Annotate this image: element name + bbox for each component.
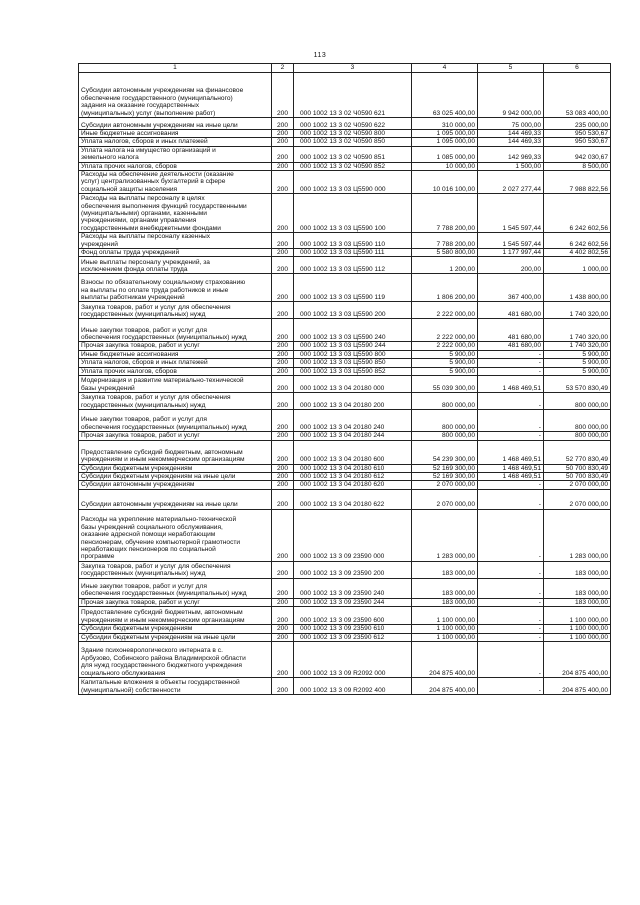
row-line-code: 200 xyxy=(272,130,294,138)
row-executed-amount: - xyxy=(478,489,544,509)
table-row xyxy=(79,625,611,633)
table-row xyxy=(79,171,611,194)
table-row xyxy=(79,578,611,598)
row-line-code: 200 xyxy=(272,393,294,410)
row-name: Предоставление субсидий бюджетным, автономным учреждениям и иным некоммерческим организациям xyxy=(79,607,272,625)
row-executed-amount: 481 680,00 xyxy=(478,319,544,342)
row-budget-code: 000 1002 13 3 03 Ц5590 112 xyxy=(294,257,412,274)
table-row xyxy=(79,376,611,393)
row-line-code: 200 xyxy=(272,274,294,302)
row-approved-amount: 5 900,00 xyxy=(412,350,478,358)
table-row xyxy=(79,118,611,130)
row-name: Иные закупки товаров, работ и услуг для обеспечения государственных (муниципальных) нужд xyxy=(79,410,272,432)
row-remaining-amount: 1 000,00 xyxy=(544,257,611,274)
row-budget-code: 000 1002 13 3 04 20180 612 xyxy=(294,472,412,480)
row-approved-amount: 5 900,00 xyxy=(412,367,478,375)
row-executed-amount: - xyxy=(478,410,544,432)
row-approved-amount: 1 806 200,00 xyxy=(412,274,478,302)
row-line-code: 200 xyxy=(272,578,294,598)
table-row xyxy=(79,489,611,509)
row-line-code: 200 xyxy=(272,598,294,606)
row-approved-amount: 5 580 800,00 xyxy=(412,249,478,257)
row-executed-amount: 1 468 469,51 xyxy=(478,472,544,480)
row-name: Иные бюджетные ассигнования xyxy=(79,350,272,358)
row-executed-amount: 75 000,00 xyxy=(478,118,544,130)
row-remaining-amount: 7 988 822,56 xyxy=(544,171,611,194)
budget-table-container xyxy=(78,63,610,695)
row-approved-amount: 2 070 000,00 xyxy=(412,489,478,509)
table-row xyxy=(79,130,611,138)
row-line-code: 200 xyxy=(272,73,294,118)
row-name: Модернизация и развитие материально-технической базы учреждений xyxy=(79,376,272,393)
row-budget-code: 000 1002 13 3 09 23590 612 xyxy=(294,633,412,641)
table-row xyxy=(79,274,611,302)
row-approved-amount: 52 169 300,00 xyxy=(412,472,478,480)
row-remaining-amount: 8 500,00 xyxy=(544,162,611,170)
row-executed-amount: 1 545 597,44 xyxy=(478,233,544,249)
row-budget-code: 000 1002 13 3 04 20180 622 xyxy=(294,489,412,509)
row-name: Закупка товаров, работ и услуг для обеспечения государственных (муниципальных) нужд xyxy=(79,561,272,578)
row-budget-code: 000 1002 13 3 03 Ц5590 200 xyxy=(294,302,412,319)
table-row xyxy=(79,350,611,358)
row-executed-amount: - xyxy=(478,598,544,606)
row-name: Капитальные вложения в объекты государственной (муниципальной) собственности xyxy=(79,677,272,694)
table-row xyxy=(79,393,611,410)
page-number: 113 xyxy=(313,52,327,59)
row-name: Субсидии автономным учреждениям на финансовое обеспечение государственного (муниципального) задания на оказание государственных (муниципальных) услуг (выполнение работ) xyxy=(79,73,272,118)
row-line-code: 200 xyxy=(272,359,294,367)
row-line-code: 200 xyxy=(272,561,294,578)
row-executed-amount: - xyxy=(478,393,544,410)
row-remaining-amount: 800 000,00 xyxy=(544,432,611,440)
row-remaining-amount: 204 875 400,00 xyxy=(544,641,611,677)
row-budget-code: 000 1002 13 3 03 Ц5590 000 xyxy=(294,171,412,194)
row-name: Расходы на обеспечение деятельности (оказание услуг) централизованных бухгалтерий в сфере социальной защиты населения xyxy=(79,171,272,194)
row-approved-amount: 1 095 000,00 xyxy=(412,138,478,146)
row-approved-amount: 183 000,00 xyxy=(412,561,478,578)
row-line-code: 200 xyxy=(272,489,294,509)
row-name: Здание психоневрологического интерната в с. Арбузово, Собинского района Владимирской области для нужд государственного бюджетного учреждения социального обслуживания xyxy=(79,641,272,677)
budget-table xyxy=(78,63,611,695)
row-remaining-amount: 1 740 320,00 xyxy=(544,302,611,319)
table-row xyxy=(79,138,611,146)
row-approved-amount: 1 085 000,00 xyxy=(412,146,478,162)
column-header-4: 4 xyxy=(412,64,478,73)
row-executed-amount: - xyxy=(478,481,544,489)
row-remaining-amount: 950 530,67 xyxy=(544,130,611,138)
table-row xyxy=(79,641,611,677)
table-row xyxy=(79,162,611,170)
table-row xyxy=(79,146,611,162)
row-budget-code: 000 1002 13 3 03 Ц5590 111 xyxy=(294,249,412,257)
row-line-code: 200 xyxy=(272,162,294,170)
row-approved-amount: 800 000,00 xyxy=(412,393,478,410)
row-remaining-amount: 1 100 000,00 xyxy=(544,633,611,641)
row-line-code: 200 xyxy=(272,641,294,677)
table-row xyxy=(79,359,611,367)
table-row xyxy=(79,194,611,233)
row-approved-amount: 5 900,00 xyxy=(412,359,478,367)
row-budget-code: 000 1002 13 3 09 R2092 000 xyxy=(294,641,412,677)
table-row xyxy=(79,249,611,257)
row-remaining-amount: 6 242 602,56 xyxy=(544,194,611,233)
row-name: Субсидии автономным учреждениям на иные цели xyxy=(79,118,272,130)
row-name: Фонд оплаты труда учреждений xyxy=(79,249,272,257)
table-row xyxy=(79,561,611,578)
row-executed-amount: 481 680,00 xyxy=(478,342,544,350)
row-budget-code: 000 1002 13 3 09 23590 244 xyxy=(294,598,412,606)
row-executed-amount: - xyxy=(478,367,544,375)
row-budget-code: 000 1002 13 3 04 20180 244 xyxy=(294,432,412,440)
row-remaining-amount: 2 070 000,00 xyxy=(544,489,611,509)
row-name: Субсидии бюджетным учреждениям xyxy=(79,625,272,633)
row-line-code: 200 xyxy=(272,410,294,432)
row-line-code: 200 xyxy=(272,319,294,342)
row-approved-amount: 204 875 400,00 xyxy=(412,677,478,694)
row-budget-code: 000 1002 13 3 09 23590 000 xyxy=(294,509,412,561)
row-remaining-amount: 5 900,00 xyxy=(544,350,611,358)
row-line-code: 200 xyxy=(272,194,294,233)
table-row xyxy=(79,633,611,641)
row-budget-code: 000 1002 13 3 03 Ц5590 852 xyxy=(294,367,412,375)
row-approved-amount: 1 100 000,00 xyxy=(412,633,478,641)
row-name: Расходы на выплаты персоналу казенных учреждений xyxy=(79,233,272,249)
row-remaining-amount: 1 438 800,00 xyxy=(544,274,611,302)
table-row xyxy=(79,319,611,342)
row-executed-amount: 1 468 469,51 xyxy=(478,376,544,393)
row-remaining-amount: 53 570 830,49 xyxy=(544,376,611,393)
row-executed-amount: 481 680,00 xyxy=(478,302,544,319)
row-approved-amount: 204 875 400,00 xyxy=(412,641,478,677)
row-name: Иные бюджетные ассигнования xyxy=(79,130,272,138)
table-body xyxy=(79,73,611,695)
row-name: Прочая закупка товаров, работ и услуг xyxy=(79,598,272,606)
row-line-code: 200 xyxy=(272,342,294,350)
row-budget-code: 000 1002 13 3 03 Ц5590 119 xyxy=(294,274,412,302)
row-executed-amount: 144 469,33 xyxy=(478,130,544,138)
row-remaining-amount: 1 740 320,00 xyxy=(544,319,611,342)
row-line-code: 200 xyxy=(272,625,294,633)
row-remaining-amount: 1 100 000,00 xyxy=(544,625,611,633)
row-name: Прочая закупка товаров, работ и услуг xyxy=(79,432,272,440)
row-name: Прочая закупка товаров, работ и услуг xyxy=(79,342,272,350)
row-executed-amount: 367 400,00 xyxy=(478,274,544,302)
row-budget-code: 000 1002 13 3 03 Ц5590 800 xyxy=(294,350,412,358)
header-row xyxy=(79,64,611,73)
row-remaining-amount: 800 000,00 xyxy=(544,410,611,432)
row-budget-code: 000 1002 13 3 09 23590 200 xyxy=(294,561,412,578)
row-name: Закупка товаров, работ и услуг для обеспечения государственных (муниципальных) нужд xyxy=(79,393,272,410)
row-executed-amount: - xyxy=(478,561,544,578)
row-executed-amount: 1 177 997,44 xyxy=(478,249,544,257)
row-line-code: 200 xyxy=(272,432,294,440)
row-approved-amount: 183 000,00 xyxy=(412,598,478,606)
row-line-code: 200 xyxy=(272,376,294,393)
row-remaining-amount: 52 770 830,49 xyxy=(544,440,611,464)
row-approved-amount: 183 000,00 xyxy=(412,578,478,598)
row-name: Субсидии бюджетным учреждениям xyxy=(79,464,272,472)
row-remaining-amount: 1 283 000,00 xyxy=(544,509,611,561)
row-budget-code: 000 1002 13 3 02 Ч0590 852 xyxy=(294,162,412,170)
row-name: Закупка товаров, работ и услуг для обеспечения государственных (муниципальных) нужд xyxy=(79,302,272,319)
row-remaining-amount: 6 242 602,56 xyxy=(544,233,611,249)
row-budget-code: 000 1002 13 3 09 R2092 400 xyxy=(294,677,412,694)
row-remaining-amount: 5 900,00 xyxy=(544,359,611,367)
row-approved-amount: 1 100 000,00 xyxy=(412,607,478,625)
row-line-code: 200 xyxy=(272,146,294,162)
row-approved-amount: 10 016 100,00 xyxy=(412,171,478,194)
table-row xyxy=(79,440,611,464)
row-budget-code: 000 1002 13 3 04 20180 200 xyxy=(294,393,412,410)
row-budget-code: 000 1002 13 3 02 Ч0590 621 xyxy=(294,73,412,118)
row-remaining-amount: 183 000,00 xyxy=(544,598,611,606)
row-budget-code: 000 1002 13 3 03 Ц5590 850 xyxy=(294,359,412,367)
row-approved-amount: 800 000,00 xyxy=(412,410,478,432)
row-budget-code: 000 1002 13 3 04 20180 240 xyxy=(294,410,412,432)
table-row xyxy=(79,432,611,440)
table-row xyxy=(79,257,611,274)
row-remaining-amount: 53 083 400,00 xyxy=(544,73,611,118)
row-line-code: 200 xyxy=(272,633,294,641)
row-remaining-amount: 1 100 000,00 xyxy=(544,607,611,625)
row-line-code: 200 xyxy=(272,302,294,319)
row-line-code: 200 xyxy=(272,440,294,464)
row-executed-amount: 200,00 xyxy=(478,257,544,274)
row-approved-amount: 54 239 300,00 xyxy=(412,440,478,464)
column-header-1: 1 xyxy=(79,64,272,73)
row-executed-amount: - xyxy=(478,359,544,367)
row-approved-amount: 63 025 400,00 xyxy=(412,73,478,118)
row-budget-code: 000 1002 13 3 03 Ц5590 110 xyxy=(294,233,412,249)
row-name: Субсидии бюджетным учреждениям на иные цели xyxy=(79,633,272,641)
row-budget-code: 000 1002 13 3 04 20180 610 xyxy=(294,464,412,472)
row-budget-code: 000 1002 13 3 02 Ч0590 851 xyxy=(294,146,412,162)
row-approved-amount: 1 095 000,00 xyxy=(412,130,478,138)
table-row xyxy=(79,472,611,480)
row-executed-amount: - xyxy=(478,607,544,625)
row-approved-amount: 2 070 000,00 xyxy=(412,481,478,489)
row-approved-amount: 1 200,00 xyxy=(412,257,478,274)
table-row xyxy=(79,598,611,606)
row-name: Субсидии бюджетным учреждениям на иные цели xyxy=(79,472,272,480)
row-executed-amount: - xyxy=(478,350,544,358)
table-row xyxy=(79,233,611,249)
table-row xyxy=(79,509,611,561)
row-remaining-amount: 950 530,67 xyxy=(544,138,611,146)
row-name: Иные закупки товаров, работ и услуг для обеспечения государственных (муниципальных) нужд xyxy=(79,319,272,342)
row-remaining-amount: 183 000,00 xyxy=(544,561,611,578)
row-line-code: 200 xyxy=(272,367,294,375)
row-budget-code: 000 1002 13 3 09 23590 610 xyxy=(294,625,412,633)
row-executed-amount: 1 545 597,44 xyxy=(478,194,544,233)
row-approved-amount: 55 039 300,00 xyxy=(412,376,478,393)
row-line-code: 200 xyxy=(272,481,294,489)
row-executed-amount: 142 969,33 xyxy=(478,146,544,162)
row-approved-amount: 2 222 000,00 xyxy=(412,342,478,350)
row-executed-amount: - xyxy=(478,625,544,633)
row-executed-amount: - xyxy=(478,677,544,694)
row-remaining-amount: 204 875 400,00 xyxy=(544,677,611,694)
row-line-code: 200 xyxy=(272,607,294,625)
row-name: Взносы по обязательному социальному страхованию на выплаты по оплате труда работников и иные выплаты работникам учреждений xyxy=(79,274,272,302)
row-remaining-amount: 50 700 830,49 xyxy=(544,464,611,472)
row-approved-amount: 800 000,00 xyxy=(412,432,478,440)
table-row xyxy=(79,464,611,472)
row-line-code: 200 xyxy=(272,249,294,257)
row-remaining-amount: 50 700 830,49 xyxy=(544,472,611,480)
row-line-code: 200 xyxy=(272,472,294,480)
row-name: Расходы на выплаты персоналу в целях обеспечения выполнения функций государственными (муниципальными) органами, казенными учреждениями, органами управления государственными внебюджетными фондами xyxy=(79,194,272,233)
row-executed-amount: 1 500,00 xyxy=(478,162,544,170)
row-approved-amount: 52 169 300,00 xyxy=(412,464,478,472)
row-line-code: 200 xyxy=(272,509,294,561)
table-row xyxy=(79,677,611,694)
row-line-code: 200 xyxy=(272,118,294,130)
row-remaining-amount: 183 000,00 xyxy=(544,578,611,598)
row-executed-amount: - xyxy=(478,641,544,677)
table-row xyxy=(79,73,611,118)
row-approved-amount: 1 283 000,00 xyxy=(412,509,478,561)
row-budget-code: 000 1002 13 3 09 23590 600 xyxy=(294,607,412,625)
row-name: Расходы на укрепление материально-технической базы учреждений социального обслуживания, оказание адресной помощи неработающим пенсионерам, обучение компьютерной грамотности неработающих пенсионеров по социальной программе xyxy=(79,509,272,561)
row-approved-amount: 7 788 200,00 xyxy=(412,194,478,233)
column-header-2: 2 xyxy=(272,64,294,73)
row-executed-amount: 1 468 469,51 xyxy=(478,464,544,472)
row-name: Уплата налогов, сборов и иных платежей xyxy=(79,138,272,146)
row-budget-code: 000 1002 13 3 02 Ч0590 622 xyxy=(294,118,412,130)
row-budget-code: 000 1002 13 3 04 20180 600 xyxy=(294,440,412,464)
row-line-code: 200 xyxy=(272,350,294,358)
column-header-3: 3 xyxy=(294,64,412,73)
row-line-code: 200 xyxy=(272,138,294,146)
row-name: Уплата прочих налогов, сборов xyxy=(79,367,272,375)
row-executed-amount: - xyxy=(478,633,544,641)
row-line-code: 200 xyxy=(272,171,294,194)
row-executed-amount: - xyxy=(478,432,544,440)
row-executed-amount: 9 942 000,00 xyxy=(478,73,544,118)
table-row xyxy=(79,410,611,432)
row-budget-code: 000 1002 13 3 02 Ч0590 800 xyxy=(294,130,412,138)
column-header-5: 5 xyxy=(478,64,544,73)
row-budget-code: 000 1002 13 3 03 Ц5590 100 xyxy=(294,194,412,233)
row-executed-amount: 2 027 277,44 xyxy=(478,171,544,194)
row-executed-amount: - xyxy=(478,509,544,561)
row-executed-amount: 144 469,33 xyxy=(478,138,544,146)
row-remaining-amount: 5 900,00 xyxy=(544,367,611,375)
row-line-code: 200 xyxy=(272,464,294,472)
table-row xyxy=(79,302,611,319)
row-name: Уплата налогов, сборов и иных платежей xyxy=(79,359,272,367)
row-budget-code: 000 1002 13 3 04 20180 000 xyxy=(294,376,412,393)
row-remaining-amount: 1 740 320,00 xyxy=(544,342,611,350)
row-line-code: 200 xyxy=(272,257,294,274)
table-row xyxy=(79,481,611,489)
row-approved-amount: 1 100 000,00 xyxy=(412,625,478,633)
row-name: Уплата прочих налогов, сборов xyxy=(79,162,272,170)
row-approved-amount: 7 788 200,00 xyxy=(412,233,478,249)
row-line-code: 200 xyxy=(272,233,294,249)
row-remaining-amount: 2 070 000,00 xyxy=(544,481,611,489)
row-name: Иные закупки товаров, работ и услуг для обеспечения государственных (муниципальных) нужд xyxy=(79,578,272,598)
row-remaining-amount: 4 402 802,56 xyxy=(544,249,611,257)
row-budget-code: 000 1002 13 3 02 Ч0590 850 xyxy=(294,138,412,146)
row-budget-code: 000 1002 13 3 03 Ц5590 244 xyxy=(294,342,412,350)
row-name: Субсидии автономным учреждениям на иные цели xyxy=(79,489,272,509)
row-line-code: 200 xyxy=(272,677,294,694)
row-name: Иные выплаты персоналу учреждений, за исключением фонда оплаты труда xyxy=(79,257,272,274)
column-header-6: 6 xyxy=(544,64,611,73)
row-approved-amount: 2 222 000,00 xyxy=(412,302,478,319)
row-approved-amount: 10 000,00 xyxy=(412,162,478,170)
row-approved-amount: 2 222 000,00 xyxy=(412,319,478,342)
row-approved-amount: 310 000,00 xyxy=(412,118,478,130)
row-budget-code: 000 1002 13 3 03 Ц5590 240 xyxy=(294,319,412,342)
row-remaining-amount: 800 000,00 xyxy=(544,393,611,410)
row-remaining-amount: 942 030,67 xyxy=(544,146,611,162)
table-row xyxy=(79,342,611,350)
row-name: Уплата налога на имущество организаций и земельного налога xyxy=(79,146,272,162)
row-budget-code: 000 1002 13 3 09 23590 240 xyxy=(294,578,412,598)
row-name: Субсидии автономным учреждениям xyxy=(79,481,272,489)
row-remaining-amount: 235 000,00 xyxy=(544,118,611,130)
table-row xyxy=(79,367,611,375)
row-name: Предоставление субсидий бюджетным, автономным учреждениям и иным некоммерческим организациям xyxy=(79,440,272,464)
row-executed-amount: 1 468 469,51 xyxy=(478,440,544,464)
row-executed-amount: - xyxy=(478,578,544,598)
row-budget-code: 000 1002 13 3 04 20180 620 xyxy=(294,481,412,489)
table-row xyxy=(79,607,611,625)
